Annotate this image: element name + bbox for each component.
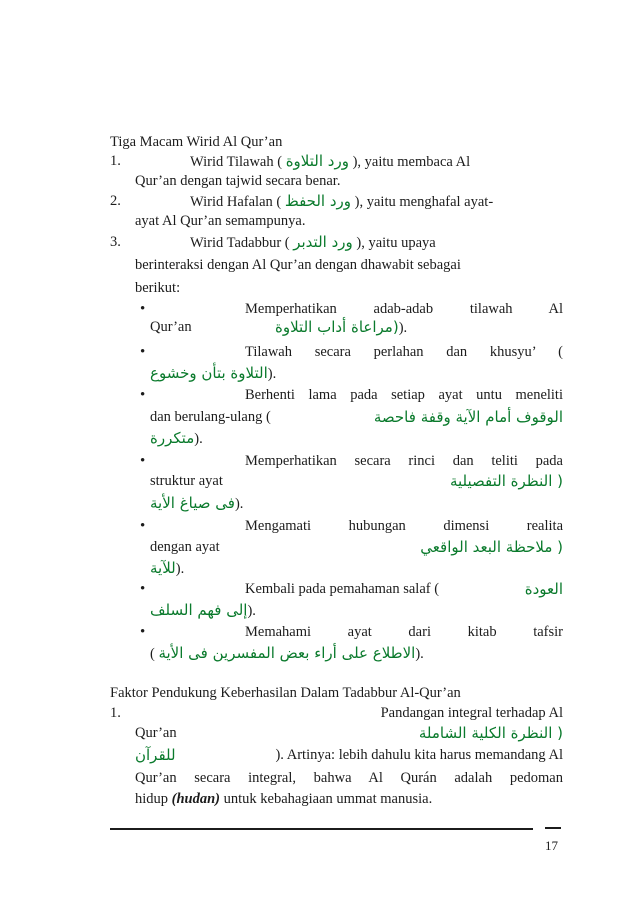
bullet-text: ). [247,603,256,619]
bullet-symbol: • [140,301,146,317]
bullet-arabic-line [275,318,407,337]
bullet-symbol: • [140,344,146,360]
bullet-text: ( [150,646,155,662]
bullet-text-line [150,318,192,336]
bullet-arabic-line [150,494,243,513]
item-text: ). Artinya: lebih dahulu kita harus memandang Al [275,747,563,763]
item-text: untuk kebahagiaan ummat manusia. [223,791,433,807]
bullet-arabic-line [150,364,276,383]
item-text-line [135,724,563,742]
arabic-text: ( ملاحظة البعد الواقعي [420,538,563,556]
bullet-text: ). [194,431,203,447]
bullet-text: ). [175,561,185,577]
item-continuation: ayat Al Qur’an semampunya. [135,213,306,229]
bullet-arabic-line [150,429,203,448]
arabic-text: ورد التدبر [293,233,353,251]
section-title-faktor: Faktor Pendukung Keberhasilan Dalam Tadabbur Al-Qur’an [110,685,461,701]
bullet-text: Memahami ayat dari kitab tafsir [245,624,563,640]
bullet-text: Qur’an [150,319,192,335]
bullet-text: dengan ayat [150,539,220,555]
bullet-text: Kembali pada pemahaman salaf ( [245,581,440,597]
arabic-text: ورد الحفظ [284,192,352,210]
bullet-symbol: • [140,624,146,640]
footer-rule [110,828,533,830]
bullet-text-line [150,408,563,426]
page-number-rule [545,827,561,829]
bullet-text-line [150,538,563,556]
arabic-text: (مراعاة أداب التلاوة [275,318,399,336]
bullet-text: ). [267,366,277,382]
bullet-text: Mengamati hubungan dimensi realita [245,518,563,534]
item-number: 1. [110,153,121,169]
page-number: 17 [545,838,558,853]
item-continuation: Qur’an dengan tajwid secara benar. [135,173,341,189]
item-text-line: Qur’an secara integral, bahwa Al Qurán adalah pedoman [135,770,563,786]
bullet-text: ). [234,496,244,512]
bullet-symbol: • [140,387,146,403]
item-text: ), yaitu membaca Al [352,154,471,170]
arabic-text: ( النظرة الكلية الشاملة [418,724,563,742]
bullet-symbol: • [140,518,146,534]
arabic-text: متكررة [150,429,195,447]
bullet-text-line [150,472,563,490]
bullet-symbol: • [140,453,146,469]
arabic-text: للآية [150,559,176,577]
item-text: Qur’an [135,725,177,741]
bullet-text: ). [415,646,424,662]
item-text-line [135,746,563,764]
item-number: 2. [110,193,121,209]
arabic-text: ورد التلاوة [285,152,349,170]
item-text-line [135,790,432,808]
arabic-text: ( النظرة التفصيلية [449,472,563,490]
bullet-arabic-line [150,559,184,578]
item-wirid-tadabbur [190,233,436,252]
arabic-text: إلى فهم السلف [150,601,248,619]
arabic-text: فى صياغ الأية [150,494,235,512]
bullet-text: dan berulang-ulang ( [150,409,271,425]
item-continuation: berinteraksi dengan Al Qur’an dengan dhawabit sebagai [135,257,461,273]
bullet-text: Tilawah secara perlahan dan khusyu’ ( [245,344,563,360]
item-text: ), yaitu menghafal ayat- [354,194,494,210]
arabic-text: للقرآن [135,746,176,764]
bullet-text: Berhenti lama pada setiap ayat untu meneliti [245,387,563,403]
bullet-symbol: • [140,581,146,597]
arabic-text: العودة [524,580,563,598]
item-text: Wirid Tilawah ( [190,154,283,170]
arabic-text: الوقوف أمام الآية وقفة فاحصة [373,408,563,426]
bullet-text: struktur ayat [150,473,223,489]
item-text: hidup [135,791,169,807]
arabic-text: الاطلاع على أراء بعض المفسرين فى الأية [158,644,416,662]
section-title-wirid: Tiga Macam Wirid Al Qur’an [110,134,283,150]
bullet-text: Memperhatikan adab-adab tilawah Al [245,301,563,317]
bullet-arabic-line [150,644,424,663]
item-wirid-hafalan [190,192,493,211]
item-text: Wirid Hafalan ( [190,194,282,210]
item-heading: Pandangan integral terhadap Al [380,705,563,721]
bullet-text: ). [398,320,408,336]
item-number: 1. [110,705,121,721]
item-text: Wirid Tadabbur ( [190,235,290,251]
item-wirid-tilawah [190,152,470,171]
bullet-arabic-line [150,601,256,620]
bullet-text: Memperhatikan secara rinci dan teliti pada [245,453,563,469]
bold-term: (hudan) [171,791,221,807]
item-text: ), yaitu upaya [356,235,436,251]
bullet-text-line [245,580,563,598]
item-continuation: berikut: [135,280,181,296]
item-number: 3. [110,234,121,250]
arabic-text: التلاوة بتأن وخشوع [150,364,268,382]
